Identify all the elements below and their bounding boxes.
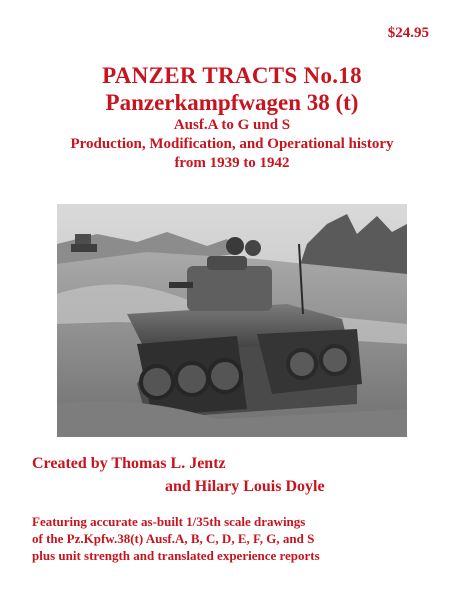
price-label: $24.95 bbox=[387, 25, 429, 41]
date-range-subtitle: from 1939 to 1942 bbox=[174, 155, 290, 171]
title-block bbox=[0, 62, 464, 173]
variants-subtitle: Ausf.A to G und S bbox=[173, 117, 291, 133]
model-title: Panzerkampfwagen 38 (t) bbox=[105, 90, 359, 115]
feature-text bbox=[32, 513, 452, 564]
author-line-1: Created by Thomas L. Jentz bbox=[32, 455, 226, 472]
series-title: PANZER TRACTS No.18 bbox=[102, 63, 362, 88]
history-subtitle: Production, Modification, and Operational history bbox=[70, 136, 394, 152]
tank-photo-illustration bbox=[57, 204, 407, 437]
author-line-2: and Hilary Louis Doyle bbox=[165, 478, 325, 495]
credits bbox=[32, 452, 452, 498]
feature-line-1: Featuring accurate as-built 1/35th scale drawings bbox=[32, 514, 306, 529]
cover-photo bbox=[57, 204, 407, 437]
feature-line-3: plus unit strength and translated experience reports bbox=[32, 548, 320, 563]
feature-line-2: of the Pz.Kpfw.38(t) Ausf.A, B, C, D, E, F, G, and S bbox=[32, 531, 315, 546]
